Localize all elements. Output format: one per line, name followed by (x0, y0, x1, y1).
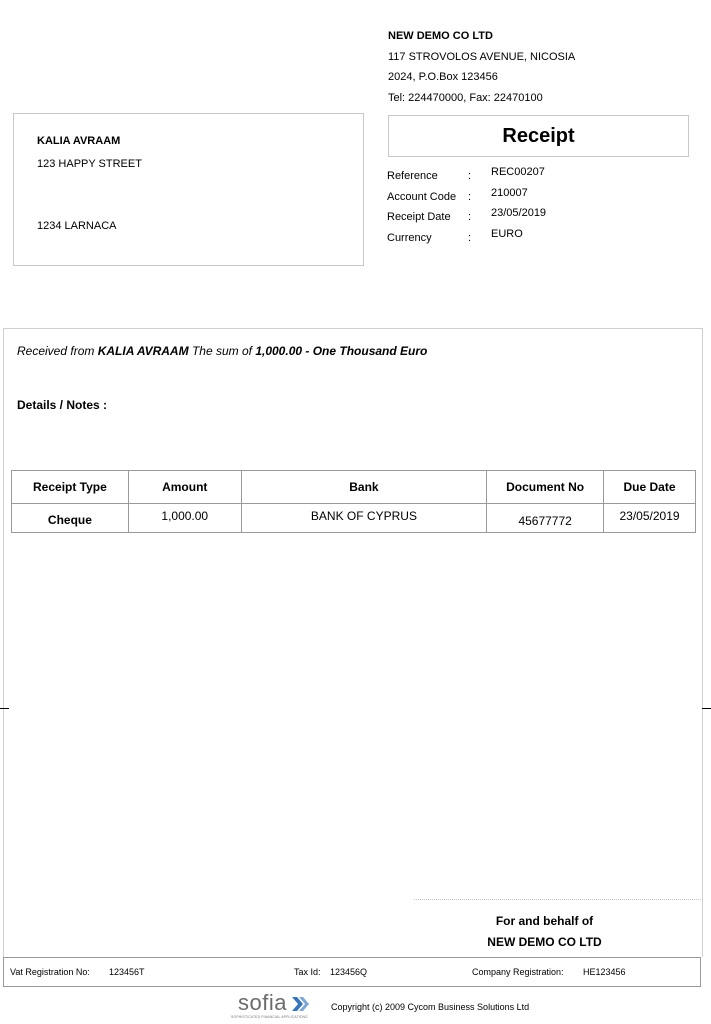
details-notes-label: Details / Notes : (17, 398, 108, 412)
field-value: 23/05/2019 (491, 207, 547, 219)
company-address-line1: 117 STROVOLOS AVENUE, NICOSIA (388, 50, 576, 63)
signature-company: NEW DEMO CO LTD (487, 934, 602, 949)
company-address-line2: 2024, P.O.Box 123456 (388, 71, 498, 83)
company-phone-fax: Tel: 224470000, Fax: 22470100 (388, 91, 543, 104)
receipt-lines-table (11, 470, 696, 533)
received-prefix: Received from (17, 344, 95, 358)
company-name: NEW DEMO CO LTD (388, 30, 493, 42)
field-label: Receipt Date (387, 211, 451, 223)
field-value: EURO (491, 227, 523, 240)
customer-name: KALIA AVRAAM (37, 135, 121, 147)
table-row (12, 504, 696, 533)
logo-tagline: SOPHISTICATED FINANCIAL APPLICATIONS (231, 1015, 308, 1019)
company-registration-value: HE123456 (583, 967, 626, 977)
company-header (388, 26, 575, 108)
received-amount-text: 1,000.00 - One Thousand Euro (255, 344, 428, 358)
received-statement (17, 344, 427, 358)
fold-mark-left (0, 708, 9, 709)
header-document-no: Document No (487, 471, 604, 504)
cell-bank: BANK OF CYPRUS (241, 504, 487, 533)
header-amount: Amount (128, 471, 241, 504)
field-label: Reference (387, 170, 438, 182)
cell-document-no: 45677772 (487, 504, 604, 533)
field-separator: : (468, 190, 472, 203)
company-registration-label: Company Registration: (472, 967, 564, 977)
document-title: Receipt (388, 115, 689, 157)
signature-divider (414, 899, 701, 900)
sofia-logo (229, 990, 319, 1023)
header-bank: Bank (241, 471, 487, 504)
customer-city: 1234 LARNACA (37, 220, 117, 232)
header-receipt-type: Receipt Type (12, 471, 129, 504)
copyright-text: Copyright (c) 2009 Cycom Business Solutions Ltd (331, 1002, 530, 1012)
cell-due-date: 23/05/2019 (604, 504, 696, 533)
fold-mark-right (702, 708, 711, 709)
field-value: REC00207 (491, 166, 545, 178)
cell-amount: 1,000.00 (128, 504, 241, 533)
customer-address-box (13, 113, 364, 266)
signature-block (402, 911, 687, 952)
double-chevron-right-icon (292, 997, 310, 1011)
vat-label: Vat Registration No: (10, 967, 90, 977)
cell-receipt-type: Cheque (12, 504, 129, 533)
receipt-body (3, 328, 703, 957)
field-separator: : (468, 211, 472, 223)
header-due-date: Due Date (604, 471, 696, 504)
received-middle: The sum of (191, 344, 252, 358)
field-separator: : (468, 170, 472, 182)
customer-street: 123 HAPPY STREET (37, 158, 142, 170)
logo-word: sofia (238, 990, 287, 1015)
tax-id-value: 123456Q (330, 967, 368, 977)
tax-id-label: Tax Id: (294, 967, 321, 977)
field-label: Account Code (387, 190, 457, 203)
signature-line1: For and behalf of (495, 914, 594, 928)
field-value: 210007 (491, 186, 528, 199)
vat-value: 123456T (109, 967, 145, 977)
field-label: Currency (387, 231, 432, 244)
field-separator: : (468, 231, 472, 244)
received-from-name: KALIA AVRAAM (97, 344, 189, 358)
table-header-row (12, 471, 696, 504)
registration-footer (3, 957, 701, 987)
